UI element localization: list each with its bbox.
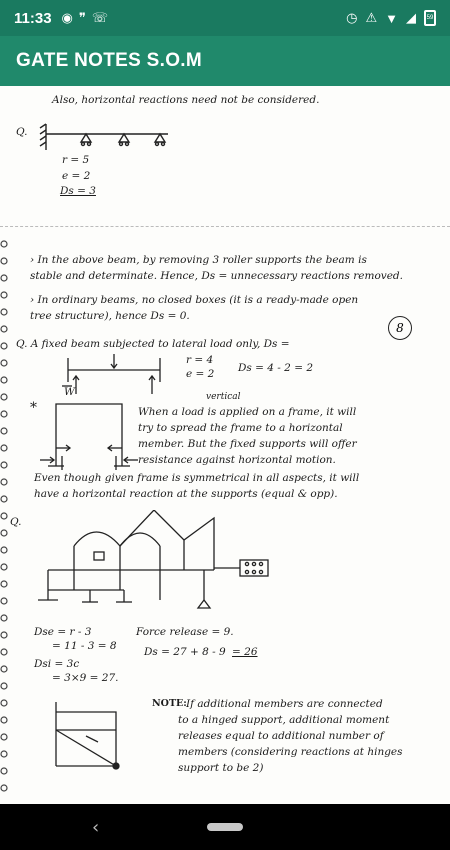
page-number: 8 [396, 321, 404, 335]
note-label: NOTE: [152, 698, 187, 709]
star-mark: * [30, 400, 37, 416]
para1-line2: stable and determinate. Hence, Ds = unnecessary reactions removed. [30, 270, 403, 282]
binding-holes [0, 86, 12, 804]
ds-result: = 26 [232, 646, 258, 658]
frame-line3: member. But the fixed supports will offer [138, 438, 357, 450]
note-line-top: Also, horizontal reactions need not be considered. [52, 94, 320, 106]
vertical-word: vertical [206, 392, 241, 402]
q1-label: Q. [16, 126, 28, 138]
hinged-frame-diagram [40, 696, 140, 776]
para2-line1: › In ordinary beams, no closed boxes (it is a ready-made open [30, 294, 359, 306]
status-bar [0, 0, 450, 36]
dsi-line2: = 3×9 = 27. [52, 672, 119, 684]
q2-r: r = 4 [186, 354, 214, 366]
beam-diagram-1 [38, 120, 178, 160]
w-label: W [64, 386, 75, 398]
page-seam [0, 226, 450, 227]
navigation-bar [0, 804, 450, 850]
notes-page-image[interactable] [0, 86, 450, 804]
q1-r: r = 5 [62, 154, 90, 166]
q2-line: Q. A fixed beam subjected to lateral load only, Ds = [16, 338, 290, 350]
q3-label: Q. [10, 516, 22, 528]
q1-e: e = 2 [62, 170, 91, 182]
even-line2: have a horizontal reaction at the supports (equal & opp). [34, 488, 338, 500]
status-right-icons [346, 10, 436, 26]
dse-line2: = 11 - 3 = 8 [52, 640, 117, 652]
even-line1: Even though given frame is symmetrical in all aspects, it will [34, 472, 360, 484]
alarm-icon: ◷ [346, 10, 358, 25]
complex-frame-diagram [34, 510, 274, 620]
q2-ds: Ds = 4 - 2 = 2 [238, 362, 314, 374]
frame-line2: try to spread the frame to a horizontal [138, 422, 343, 434]
para1-line1: › In the above beam, by removing 3 roller supports the beam is [30, 254, 367, 266]
q1-ds: Ds = 3 [60, 185, 96, 197]
dsi-line1: Dsi = 3c [34, 658, 80, 670]
battery-icon [424, 10, 436, 26]
frame-line1: When a load is applied on a frame, it will [138, 406, 357, 418]
note-line5: support to be 2) [178, 762, 264, 774]
note-line4: members (considering reactions at hinges [178, 746, 403, 758]
q2-e: e = 2 [186, 368, 215, 380]
page-number-circle [388, 316, 412, 340]
portal-frame-diagram [36, 396, 146, 476]
app-title: GATE NOTES S.O.M [16, 50, 203, 71]
ds-total: Ds = 27 + 8 - 9 [144, 646, 226, 658]
messages-icon: ☏ [91, 10, 109, 25]
note-line1: If additional members are connected [186, 698, 383, 710]
status-time: 11:33 [14, 9, 52, 27]
weather-icon: ◉ [61, 10, 73, 25]
status-left-icons [62, 10, 109, 26]
wifi-icon: ▼ [385, 10, 398, 26]
signal-icon: ◢ [406, 10, 416, 25]
back-button[interactable]: ‹ [92, 816, 100, 838]
note-line3: releases equal to additional number of [178, 730, 384, 742]
frame-line4: resistance against horizontal motion. [138, 454, 336, 466]
force-release: Force release = 9. [136, 626, 234, 638]
note-line2: to a hinged support, additional moment [178, 714, 390, 726]
quote-icon: ❞ [78, 10, 86, 25]
dse-line1: Dse = r - 3 [34, 626, 92, 638]
battery-level: 59 [426, 15, 434, 21]
para2-line2: tree structure), hence Ds = 0. [30, 310, 190, 322]
mute-icon: ⚠ [365, 10, 378, 25]
app-bar [0, 36, 450, 86]
home-button[interactable] [207, 823, 243, 831]
